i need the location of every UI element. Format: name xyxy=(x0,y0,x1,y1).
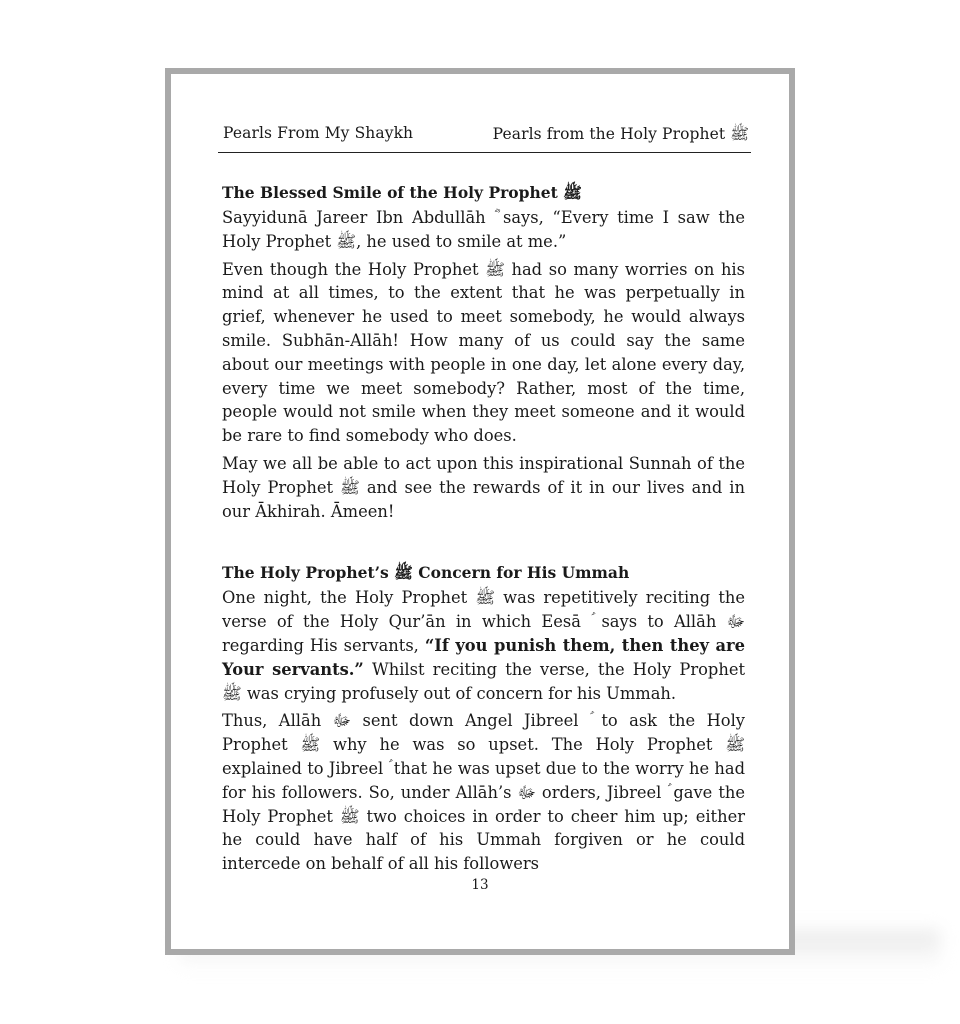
paragraph: Even though the Holy Prophet ﷺ had so many worries on his mind at all times, to the extent that he was perpetually in grief, whenever he used to meet somebody, he would always smile. Subhān-Allāh! How many of us could say the same about our meetings with people in one day, let alone every day, every time we meet somebody? Rather, most of the time, people would not smile when they meet someone and it would be rare to find somebody who does. xyxy=(222,259,745,446)
header-book-title: Pearls From My Shaykh xyxy=(223,124,414,142)
page-body xyxy=(222,180,745,880)
paragraph-text: One night, the Holy Prophet ﷺ was repetitively reciting the verse of the Holy Qur’ān in which Eesā ؑ says to Allāh ﷻ regarding His servants, xyxy=(222,588,745,655)
paragraph-text: Whilst reciting the verse, the Holy Prophet ﷺ was crying profusely out of concern for his Ummah. xyxy=(222,659,745,703)
section-title-blessed-smile: The Blessed Smile of the Holy Prophet ﷺ xyxy=(222,183,582,202)
paragraph: Sayyidunā Jareer Ibn Abdullāh ؓ says, “Every time I saw the Holy Prophet ﷺ, he used to smile at me.” xyxy=(222,208,745,251)
paragraph: Thus, Allāh ﷻ sent down Angel Jibreel ؑ to ask the Holy Prophet ﷺ why he was so upset. The Holy Prophet ﷺ explained to Jibreel ؑ that he was upset due to the worry he had for his followers. So, under Allāh’s ﷻ orders, Jibreel ؑ gave the Holy Prophet ﷺ two choices in order to cheer him up; either he could have half of his Ummah forgiven or he could intercede on behalf of all his followers xyxy=(222,711,746,874)
paragraph xyxy=(222,586,745,705)
section-spacer xyxy=(222,527,745,560)
running-header xyxy=(218,124,751,153)
header-chapter-title: Pearls from the Holy Prophet ﷺ xyxy=(492,125,749,143)
paragraph: May we all be able to act upon this inspirational Sunnah of the Holy Prophet ﷺ and see the rewards of it in our lives and in our Ākhirah. Āmeen! xyxy=(222,453,745,521)
quran-verse-quote: “If you punish them, then they are Your servants.” xyxy=(222,635,745,679)
page-number: 13 xyxy=(471,877,489,893)
book-page xyxy=(165,68,795,955)
section-title-concern-for-ummah: The Holy Prophet’s ﷺ Concern for His Ummah xyxy=(222,563,630,583)
